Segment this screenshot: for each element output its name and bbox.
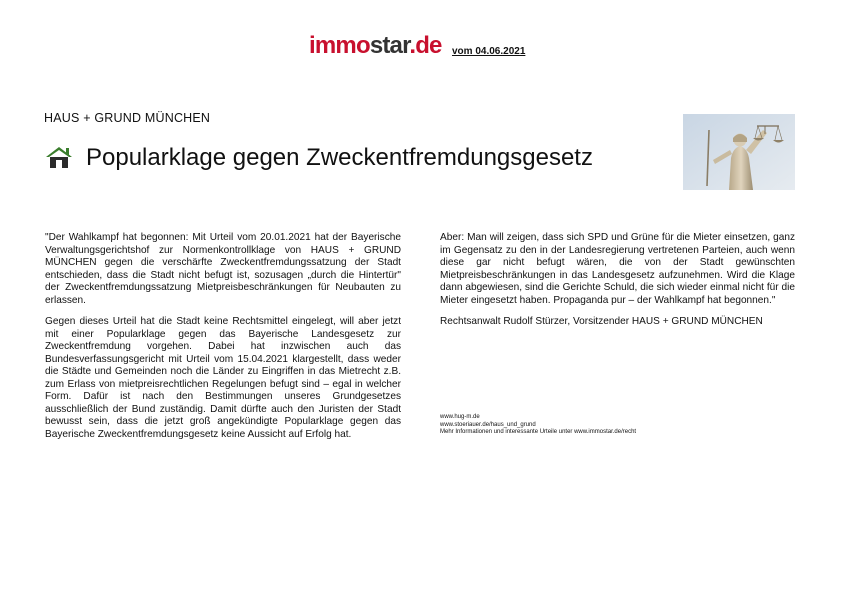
article-column-right (440, 232, 795, 338)
logo-part-immo: immo (309, 32, 370, 59)
logo-part-star: star (369, 32, 410, 59)
justitia-statue-image (683, 114, 795, 190)
link-more-info[interactable]: Mehr Informationen und interessante Urteile unter www.immostar.de/recht (440, 429, 637, 435)
publication-date: vom 04.06.2021 (452, 46, 526, 57)
link-hug-m[interactable]: www.hug-m.de (440, 414, 480, 420)
source-links (440, 414, 636, 437)
author-signature: Rechtsanwalt Rudolf Stürzer, Vorsitzender HAUS + GRUND MÜNCHEN (440, 316, 763, 327)
link-stoeriauer[interactable]: www.stoeriauer.de/haus_und_grund (440, 421, 536, 428)
article-column-left (45, 232, 401, 444)
house-icon (45, 145, 75, 169)
article-title: Popularklage gegen Zweckentfremdungsgesetz (86, 144, 593, 171)
article-paragraph: Aber: Man will zeigen, dass sich SPD und Grüne für die Mieter einsetzen, ganz im Gegensatz zu den in der Landesregierung vertretenen Parteien, auch wenn diese gar nicht befugt wären, die von der Stadt gewünschten Mietpreisbeschränkungen in das Landesgesetz aufzunehmen. Wird die Klage dann abgewiesen, sind die Gerichte Schuld, die sich wieder einmal nicht für die Mieter eingesetzt haben. Propaganda pur – der Wahlkampf hat begonnen." (440, 232, 795, 306)
immostar-logo (309, 31, 442, 61)
logo-part-de: .de (409, 32, 442, 59)
article-paragraph: Gegen dieses Urteil hat die Stadt keine Rechtsmittel eingelegt, will aber jetzt mit einer Popularklage gegen das Bayerische Landesgesetz zur Zweckentfremdung vorgehen. Dabei hat inzwischen auch das Bundesverfassungsgericht mit Urteil vom 15.04.2021 klargestellt, dass weder die Städte und Gemeinden noch die Länder zu Eingriffen in das Mietrecht z.B. zum Erlass von mietpreisrechtlichen Regelungen befugt sind – egal in welcher Form. Dafür ist nach den Bestimmungen unseres Grundgesetzes ausschließlich der Bund zuständig. Damit dürfte auch den Juristen der Stadt bewusst sein, dass die jetzt groß angekündigte Popularklage gegen das Bayerische Zweckentfremdungsgesetz keine Aussicht auf Erfolg hat. (45, 316, 401, 440)
article-paragraph: "Der Wahlkampf hat begonnen: Mit Urteil vom 20.01.2021 hat der Bayerische Verwaltungsgerichtshof zur Normenkontrollklage von HAUS + GRUND MÜNCHEN gegen die verschärfte Zweckentfremdungssatzung der Stadt entschieden, dass die Stadt nicht befugt ist, sozusagen „durch die Hintertür" der Zweckentfremdungssatzung Mietpreisbeschränkungen für Neubauten zu erlassen. (45, 232, 401, 306)
organization-name: HAUS + GRUND MÜNCHEN (44, 111, 211, 125)
